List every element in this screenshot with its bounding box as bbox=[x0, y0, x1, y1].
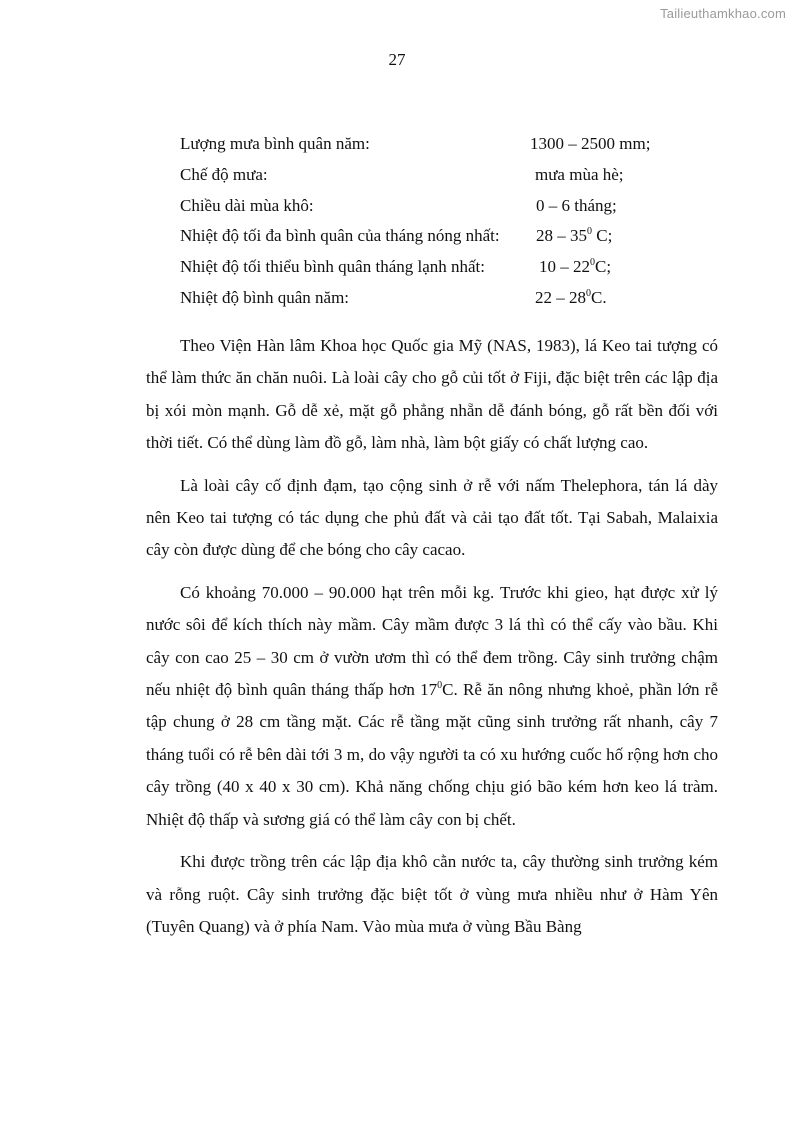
param-row bbox=[180, 252, 720, 283]
paragraph bbox=[146, 577, 718, 836]
param-value bbox=[535, 283, 607, 314]
paragraph: Là loài cây cố định đạm, tạo cộng sinh ở rễ với nấm Thelephora, tán lá dày nên Keo tai tượng có tác dụng che phủ đất và cải tạo đất tốt. Tại Sabah, Malaixia cây còn được dùng để che bóng cho cây cacao. bbox=[146, 475, 718, 560]
degree-superscript: 0 bbox=[586, 287, 591, 299]
param-value bbox=[539, 252, 611, 283]
degree-superscript: 0 bbox=[437, 680, 443, 692]
param-row bbox=[180, 221, 720, 252]
value-unit: C. bbox=[591, 287, 607, 307]
param-row bbox=[180, 129, 720, 160]
param-label: Chế độ mưa: bbox=[180, 164, 268, 184]
param-label: Lượng mưa bình quân năm: bbox=[180, 134, 370, 153]
value-unit: C; bbox=[592, 226, 613, 246]
value-text: 10 – 22 bbox=[539, 257, 590, 277]
param-label: Nhiệt độ tối thiểu bình quân tháng lạnh nhất: bbox=[180, 257, 486, 277]
param-row bbox=[180, 191, 720, 222]
param-value: 0 – 6 tháng; bbox=[536, 195, 617, 215]
paragraph: Theo Viện Hàn lâm Khoa học Quốc gia Mỹ (NAS, 1983), lá Keo tai tượng có thể làm thức ăn chăn nuôi. Là loài cây cho gỗ củi tốt ở Fiji, đặc biệt trên các lập địa bị xói mòn mạnh. Gỗ dễ xẻ, mặt gỗ phẳng nhẵn dễ đánh bóng, gỗ rất bền đối với thời tiết. Có thể dùng làm đồ gỗ, làm nhà, làm bột giấy có chất lượng cao. bbox=[146, 336, 718, 453]
paragraph: Khi được trồng trên các lập địa khô cằn nước ta, cây thường sinh trưởng kém và rỗng ruột. Cây sinh trưởng đặc biệt tốt ở vùng mưa nhiều như ở Hàm Yên (Tuyên Quang) và ở phía Nam. Vào mùa mưa ở vùng Bầu Bàng bbox=[146, 852, 718, 936]
param-value: 1300 – 2500 mm; bbox=[530, 134, 651, 153]
param-label: Chiều dài mùa khô: bbox=[180, 195, 314, 215]
value-text: 28 – 35 bbox=[536, 226, 587, 246]
value-unit: C; bbox=[595, 257, 612, 277]
param-value: mưa mùa hè; bbox=[535, 164, 624, 184]
param-row bbox=[180, 283, 720, 314]
degree-superscript: 0 bbox=[590, 257, 595, 269]
watermark: Tailieuthamkhao.com bbox=[660, 6, 786, 21]
param-value bbox=[536, 221, 612, 252]
climate-parameters bbox=[180, 129, 720, 314]
body-text bbox=[146, 330, 718, 953]
param-label: Nhiệt độ tối đa bình quân của tháng nóng nhất: bbox=[180, 226, 500, 246]
paragraph-text: Có khoảng 70.000 – 90.000 hạt trên mỗi kg. Trước khi gieo, hạt được xử lý nước sôi để kích thích này mầm. Cây mầm được 3 lá thì có thể cấy vào bầu. Khi cây con cao 25 – 30 cm ở vườn ươm thì có thể đem trồng. Cây sinh trưởng chậm nếu nhiệt độ bình quân tháng thấp hơn 17 bbox=[146, 582, 718, 700]
param-row bbox=[180, 160, 720, 191]
page-number: 27 bbox=[388, 50, 406, 69]
param-label: Nhiệt độ bình quân năm: bbox=[180, 287, 350, 307]
value-text: 22 – 28 bbox=[535, 287, 586, 307]
paragraph-text: C. Rễ ăn nông nhưng khoẻ, phần lớn rễ tập chung ở 28 cm tầng mặt. Các rễ tầng mặt cũng sinh trưởng rất nhanh, cây 7 tháng tuổi có rễ bên dài tới 3 m, do vậy người ta có xu hướng cuốc hố rộng hơn cho cây trồng (40 x 40 x 30 cm). Khả năng chống chịu gió bão kém hơn keo lá tràm. Nhiệt độ thấp và sương giá có thể làm cây con bị chết. bbox=[146, 680, 718, 829]
degree-superscript: 0 bbox=[587, 226, 592, 238]
